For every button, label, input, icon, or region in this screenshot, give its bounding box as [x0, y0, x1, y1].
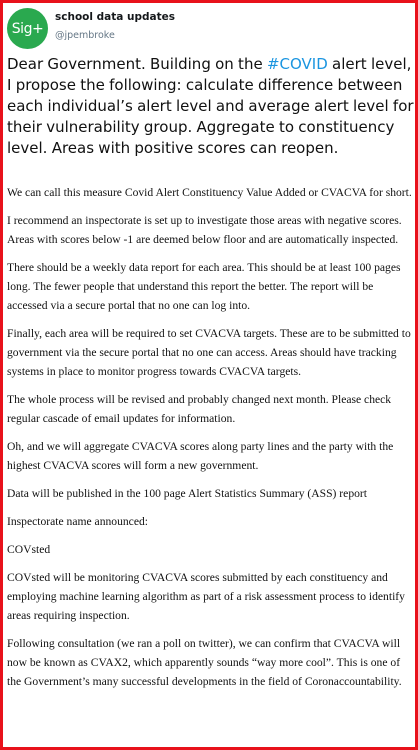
account-name[interactable]: school data updates: [55, 11, 175, 23]
paragraph: Finally, each area will be required to set CVACVA targets. These are to be submitted to government via the secure portal that no one can access. Areas should have tracking systems in place to monitor progress towards CVACVA targets.: [7, 327, 411, 378]
tweet-text-before: Dear Government. Building on the: [7, 55, 267, 73]
paragraph: Data will be published in the 100 page Alert Statistics Summary (ASS) report: [7, 487, 367, 500]
avatar[interactable]: Sig+: [7, 8, 48, 49]
hashtag-link[interactable]: #COVID: [266, 55, 328, 73]
tweet-header: [7, 8, 415, 48]
paragraph: Inspectorate name announced:: [7, 515, 148, 528]
tweet-text: [7, 54, 415, 159]
paragraph: There should be a weekly data report for each area. This should be at least 100 pages long. The fewer people that understand this report the better. The report will be accessed via a secure portal that no one can log into.: [7, 261, 401, 312]
thread-body: [7, 183, 416, 700]
tweet-text-after: alert level, I propose the following: calculate difference between each individual’s alert level and average alert level for their vulnerability group. Aggregate to constituency level. Areas with positive scores can reopen.: [7, 55, 414, 157]
paragraph: The whole process will be revised and probably changed next month. Please check regular cascade of email updates for information.: [7, 393, 392, 425]
paragraph: COVsted will be monitoring CVACVA scores submitted by each constituency and employing machine learning algorithm as part of a risk assessment process to identify areas requiring inspection.: [7, 571, 405, 622]
paragraph: We can call this measure Covid Alert Constituency Value Added or CVACVA for short.: [7, 186, 412, 199]
paragraph: Following consultation (we ran a poll on twitter), we can confirm that CVACVA will now be known as CVAX2, which apparently sounds “way more cool”. This is one of the Government’s many successful developments in the field of Coronaccountability.: [7, 637, 402, 688]
paragraph: COVsted: [7, 543, 51, 556]
paragraph: Oh, and we will aggregate CVACVA scores along party lines and the party with the highest CVACVA scores will form a new government.: [7, 440, 394, 472]
paragraph: I recommend an inspectorate is set up to investigate those areas with negative scores. Areas with scores below -1 are deemed below floor and are automatically inspected.: [7, 214, 402, 246]
account-handle[interactable]: @jpembroke: [55, 30, 115, 41]
